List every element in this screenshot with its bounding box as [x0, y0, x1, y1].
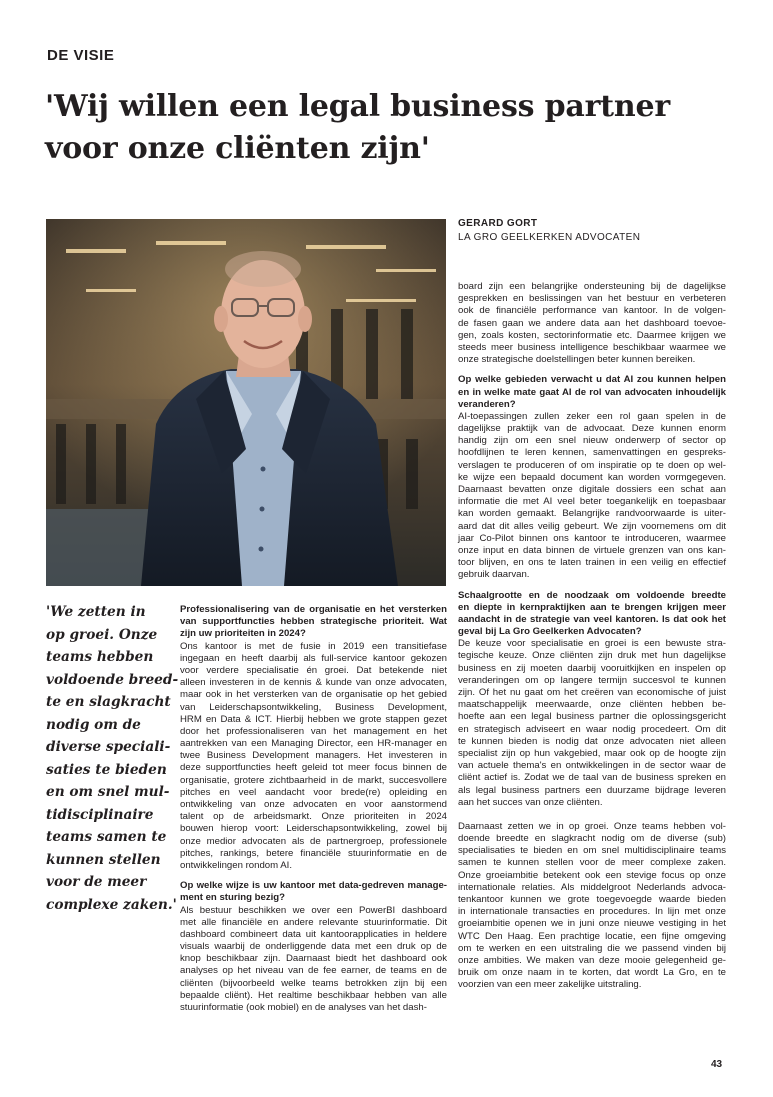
body-line: De keuze voor specialisatie en groei is een bewuste stra- — [458, 638, 726, 650]
body-line: voorzien van een meer zakelijke uitstraling. — [458, 979, 642, 991]
body-line: tegische keuze. Onze cliënten zijn druk met hun dagelijkse — [458, 650, 726, 662]
body-line: stuurinformatie (ook mobiel) en de analyses van het dash- — [180, 1002, 427, 1013]
body-line: cliënt actief is. Zodat we de taal van de business spreken en — [458, 772, 726, 784]
body-line: onze medior advocaten als de partnergroep, professionele — [180, 835, 447, 847]
body-line: veranderingen om op langere termijn succesvol te kunnen — [458, 674, 726, 686]
body-line: groeiambitie openen we in juni onze nieuwe vestiging in het — [458, 918, 726, 930]
body-line: WTC Den Haag. Een prachtige locatie, een fijne omgeving — [458, 930, 726, 942]
question-line: en diepte in kernpraktijken aan te brengen krijgen meer — [458, 601, 726, 613]
question-line: Schaalgrootte en de noodzaak om voldoende breedte — [458, 589, 726, 601]
body-line: maar ook in het versterken van de organisatie op het gebied — [180, 689, 447, 701]
question-line: zijn uw prioriteiten in 2024? — [180, 628, 306, 640]
body-line: ook de financiële performance van kantoor. In de volgen- — [458, 305, 726, 317]
body-line: dagelijkse praktijk van de advocaat. Deze kunnen enorm — [458, 423, 726, 435]
body-line: zijn. Of het nu gaat om het creëren van economische of juist — [458, 687, 726, 698]
body-line: van actuele thema's en ontwikkelingen in de sector waar de — [458, 760, 726, 772]
body-line: organisatie, grotere zichtbaarheid in de markt, succesvollere — [180, 774, 447, 786]
pull-quote-line: teams hebben — [46, 649, 154, 665]
body-line: AI-toepassingen zullen zeker een rol gaan spelen in de — [458, 410, 726, 422]
body-line: onze ambities. We maken van deze mooie gelegenheid ge- — [458, 954, 726, 966]
pull-quote — [46, 601, 179, 916]
headline-line: voor onze cliënten zijn' — [45, 131, 430, 166]
body-line: jaar Co-Pilot binnen ons kantoor te introduceren, waarmee — [458, 532, 726, 544]
question-line: ment en sturing bezig? — [180, 892, 286, 904]
body-line: ontwikkeling van onze advocaten en voor aanstormend — [180, 799, 447, 810]
body-line: twee Business Development managers. Het investeren in — [180, 750, 447, 762]
pull-quote-line: diverse speciali- — [46, 739, 171, 755]
body-line: doende breedte en slagkracht nodig om de diverse (sub) — [458, 833, 726, 845]
body-line: hoefte aan een legal business partner die oplossingsgericht — [458, 711, 726, 723]
body-line: steeds meer business intelligence beschikbaar waarmee we — [458, 341, 726, 353]
pull-quote-line: teams samen te — [46, 829, 167, 845]
question-line: en in welke mate gaat AI de rol van advocaten inhoudelijk — [458, 386, 726, 398]
body-line: hoofdlijnen te leren kennen, samenvattingen en gespreks- — [458, 447, 726, 459]
body-line: kan worden gemaakt. Belangrijke randvoorwaarde is uiter- — [458, 508, 726, 520]
headline — [45, 86, 745, 170]
body-line: aan het succes van onze cliënten. — [458, 796, 603, 808]
question-line: Op welke gebieden verwacht u dat AI zou kunnen helpen — [458, 374, 726, 386]
portrait-illustration — [46, 219, 446, 586]
body-line: onze strategische doelstellingen beter kunnen bereiken. — [458, 354, 696, 366]
body-line: visuals waarbij de onderliggende data met een druk op de — [180, 941, 447, 953]
body-line: aantrekken van een Managing Director, een HR-manager en — [180, 738, 447, 750]
body-line: van Leiderschapsontwikkeling, Business Development, — [180, 701, 447, 713]
body-line: Als bestuur beschikken we over een PowerBI dashboard — [180, 904, 447, 916]
body-line: specialisaties te bieden en om snel multidisciplinaire teams — [458, 845, 726, 857]
body-line: handig zijn om een snel nieuw onderwerp of sector op — [458, 435, 726, 447]
body-line: met alle financiële en andere relevante stuurinformatie. Dit — [180, 916, 447, 928]
section-label: DE VISIE — [47, 47, 115, 64]
body-line: de fasen gaan we andere data aan het dashboard toevoe- — [458, 317, 726, 329]
body-line: voor verdere specialisatie én groei. Dat betekende niet — [180, 664, 447, 676]
pull-quote-line: nodig om de — [46, 716, 141, 733]
body-line: tenkantoor kunnen we grote toegevoegde waarde bieden — [458, 894, 726, 905]
body-line: om te werken en een uitstraling die we passend vinden bij — [458, 942, 726, 954]
body-line: board zijn een belangrijke ondersteuning bij de dagelijkse — [458, 281, 726, 292]
body-line: dashboard combineert data uit kantoorapplicaties in heldere — [180, 928, 447, 940]
body-line: ke wijze een bepaald document kan worden vormgegeven. — [458, 471, 726, 483]
body-line: pitches en veel aandacht voor brede(re) opleiding en — [180, 786, 447, 798]
body-line: bouwen hierop voort: Leiderschapsontwikkeling, zowel bij — [180, 823, 447, 835]
author-block — [458, 217, 640, 245]
body-line: aard dat dit alles veilig gebeurt. We zijn voornemens om dit — [458, 520, 726, 532]
question-line: Professionalisering van de organisatie en het versterken — [180, 604, 447, 615]
body-line: informatie die met AI veel beter toegankelijk en toepasbaar — [458, 496, 726, 508]
body-line: in internationale transacties en procedures. In lijn met onze — [458, 906, 726, 918]
question-line: van supportfuncties hebben strategische prioriteit. Wat — [180, 616, 447, 628]
body-line: knop beschikbaar zijn. Daarnaast biedt het dashboard ook — [180, 953, 447, 965]
body-line: business en zij moeten daarbij vooruitkijken en inspelen op — [458, 662, 726, 674]
body-line: Onze groeiambitie betekent ook een stevige focus op onze — [458, 869, 726, 881]
body-line: pitches, rankings, betere financiële stuurinformatie en de — [180, 847, 447, 859]
body-line: deze supportfuncties heeft geleid tot meer focus binnen de — [180, 762, 447, 774]
pull-quote-line: en om snel mul- — [46, 784, 170, 800]
question-line: Op welke wijze is uw kantoor met data-gedreven manage- — [180, 880, 447, 892]
body-line: alleen investeren in de kennis & kunde van onze advocaten, — [180, 677, 447, 689]
pull-quote-line: saties te bieden — [46, 761, 167, 778]
pull-quote-line: te en slagkracht — [46, 694, 171, 710]
body-line: bruik om onze naam in te korten, dat wordt La Gro, en te — [458, 967, 726, 979]
body-line: analyses op het niveau van de fee earner, de teams en de — [180, 965, 447, 977]
portrait-photo — [46, 219, 446, 586]
body-line: gesprekken en beslissingen van het bestuur en verbeteren — [458, 293, 726, 305]
body-line: HRM en Data & ICT. Hierbij hebben we grote stappen gezet — [180, 713, 447, 725]
pull-quote-line: 'We zetten in — [46, 604, 146, 620]
article-column-right — [458, 281, 726, 992]
pull-quote-line: tidisciplinaire — [46, 806, 154, 823]
body-line: gen, zoals kosten, sectorinformatie etc. Daarmee krijgen we — [458, 329, 726, 341]
body-line: talent op de arbeidsmarkt. Onze prioriteiten in 2024 — [180, 811, 447, 823]
body-line: Daarnaast zetten we in op groei. Onze teams hebben vol- — [458, 820, 726, 832]
body-line: internationale relaties. Als middelgroot Nederlands advoca- — [458, 881, 726, 893]
question-line: geval bij La Gro Geelkerken Advocaten? — [458, 626, 642, 638]
body-line: maatschappelijk meerwaarde, onze cliënten hebben be- — [458, 699, 726, 711]
pull-quote-line: complexe zaken.' — [46, 896, 177, 913]
body-line: en strategisch adviseert en waar nodig procedeert. Om dit — [458, 723, 726, 735]
headline-line: 'Wij willen een legal business partner — [45, 89, 670, 124]
question-line: aandacht in de strategie van veel kantoren. Is dat ook het — [458, 613, 726, 625]
body-line: Daarnaast bevatten onze digitale dossiers een schat aan — [458, 484, 726, 495]
body-line: door het professionaliseren van het management en het — [180, 725, 447, 737]
pull-quote-line: voor de meer — [46, 874, 147, 890]
page-number: 43 — [711, 1059, 723, 1070]
body-line: ontwikkelingen rondom AI. — [180, 859, 292, 871]
body-line: te kunnen bieden is nodig dat onze advocaten niet alleen — [458, 735, 726, 747]
body-line: cliënten (bijvoorbeeld welke teams betrokken zijn bij een — [180, 977, 447, 989]
body-line: toor blijven, en ons te laten trainen in een veilig en effectief — [458, 557, 726, 569]
pull-quote-line: kunnen stellen — [46, 851, 161, 868]
question-line: veranderen? — [458, 398, 516, 410]
body-line: onze input en data binnen de virtuele grenzen van ons kan- — [458, 544, 726, 556]
pull-quote-line: voldoende breed- — [46, 671, 179, 688]
body-line: Ons kantoor is met de fusie in 2019 een transitiefase — [180, 640, 447, 652]
body-line: samen te kunnen stellen voor de meer complexe zaken. — [458, 857, 726, 869]
author-firm: LA GRO GEELKERKEN ADVOCATEN — [458, 232, 641, 243]
pull-quote-line: op groei. Onze — [46, 626, 158, 643]
body-line: specialist zijn op hun vakgebied, maar ook op de hoogte zijn — [458, 747, 726, 759]
body-line: als legal business partners een duurzame bijdrage leveren — [458, 784, 726, 796]
body-line: verslagen te produceren of om inspiratie op te doen op wel- — [458, 459, 726, 471]
body-line: gebruik daarvan. — [458, 569, 530, 581]
body-line: ingegaan en heeft daarbij als full-service kantoor gekozen — [180, 652, 447, 664]
body-line: bepaalde cliënt). Het realtime beschikbaar hebben van alle — [180, 989, 447, 1001]
author-name: GERARD GORT — [458, 218, 538, 229]
article-column-left — [180, 604, 447, 1014]
